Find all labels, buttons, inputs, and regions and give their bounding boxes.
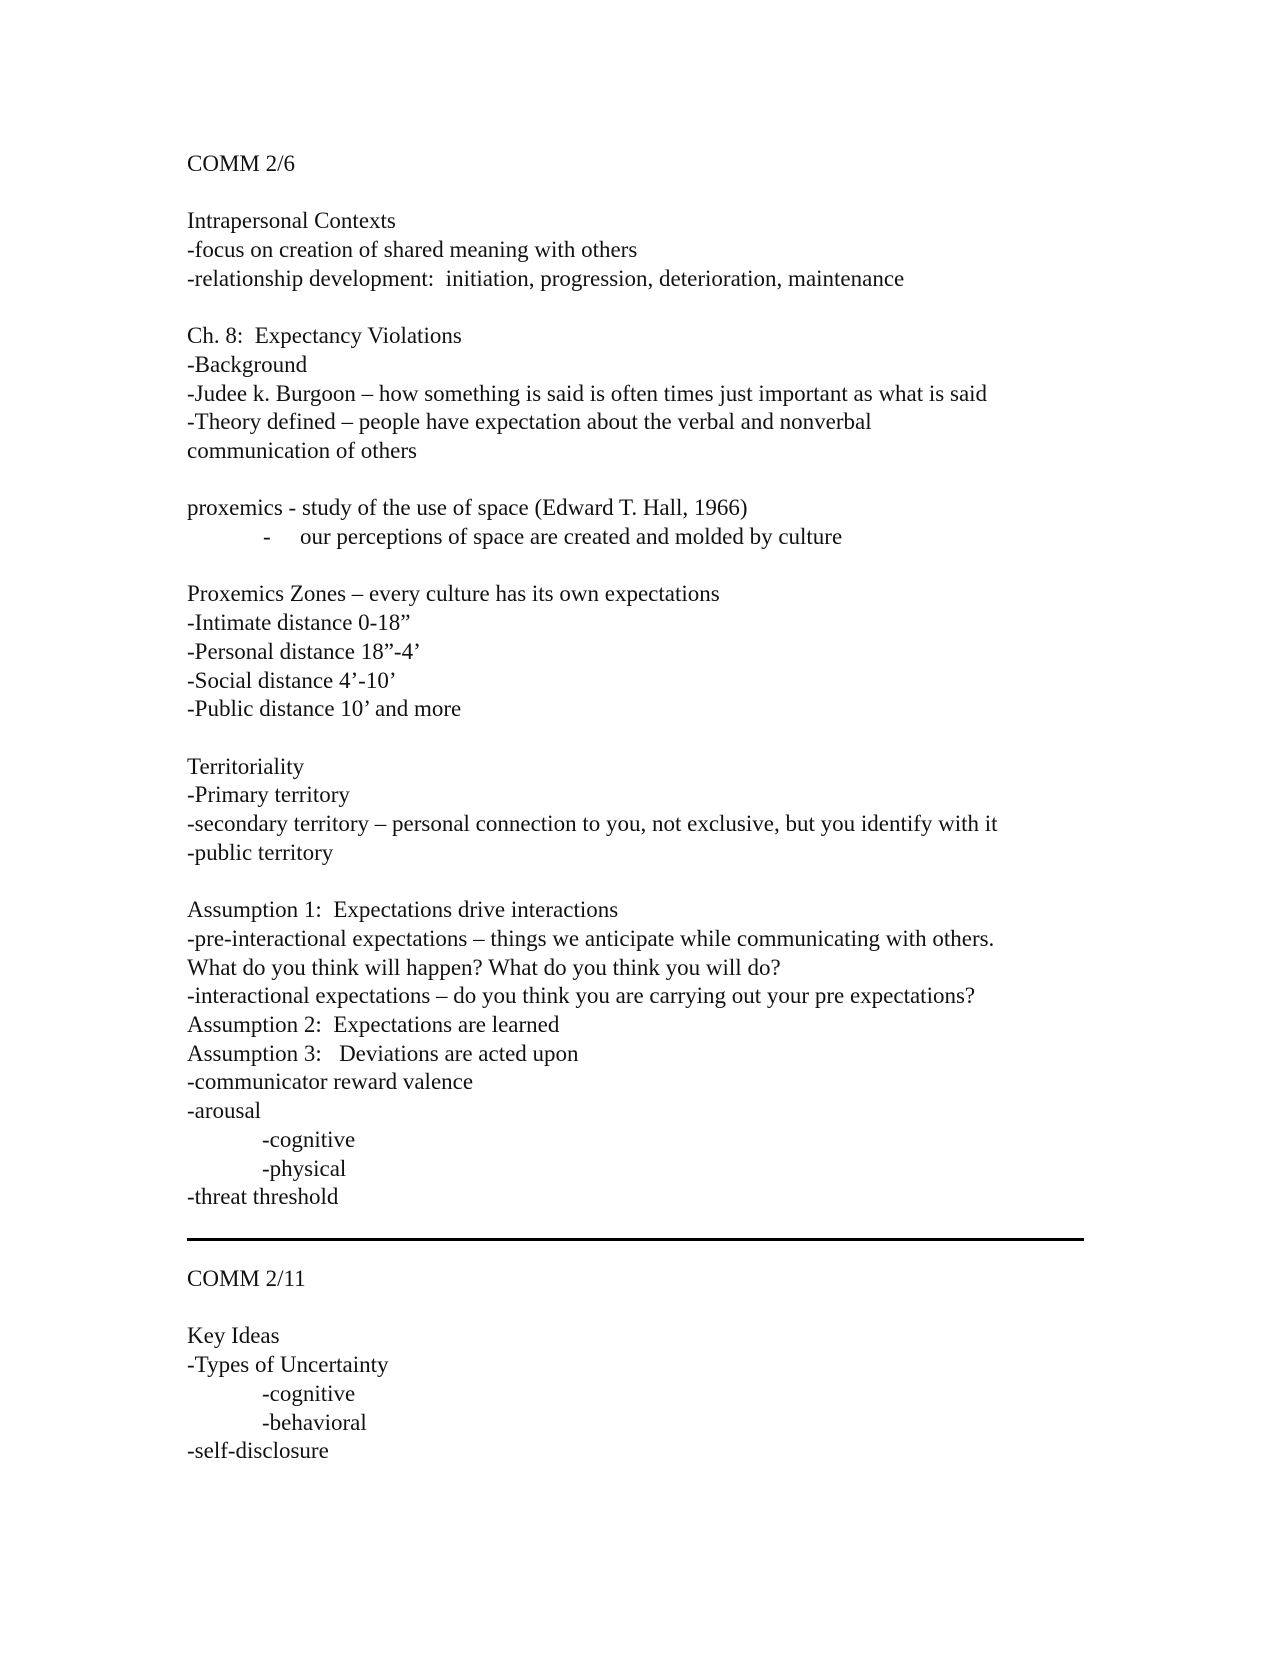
note-line: What do you think will happen? What do you think you will do? <box>187 954 781 980</box>
spacer <box>187 552 1087 581</box>
note-line: -pre-interactional expectations – things we anticipate while communicating with others. <box>187 925 995 951</box>
note-line: -Types of Uncertainty <box>187 1352 389 1378</box>
sub-note-line: -cognitive <box>262 1126 356 1152</box>
note-line: -relationship development: initiation, progression, deterioration, maintenance <box>187 265 905 291</box>
section-heading: COMM 2/11 <box>187 1266 306 1291</box>
note-line: -arousal <box>187 1098 262 1124</box>
section-divider <box>187 1238 1084 1241</box>
dash-bullet-icon: - <box>263 524 271 550</box>
note-line: -Background <box>187 351 308 377</box>
sub-note-line: -physical <box>262 1155 347 1181</box>
sub-note-line: -behavioral <box>262 1409 367 1435</box>
topic-title: Assumption 3: Deviations are acted upon <box>187 1040 579 1066</box>
section-heading: COMM 2/6 <box>187 151 295 176</box>
note-line: -Social distance 4’-10’ <box>187 667 397 693</box>
topic-title: Key Ideas <box>187 1323 280 1349</box>
spacer <box>187 1294 1087 1323</box>
spacer <box>187 868 1087 897</box>
note-line: -self-disclosure <box>187 1438 329 1464</box>
spacer <box>187 724 1087 753</box>
topic-title: Intrapersonal Contexts <box>187 208 396 234</box>
note-line: -public territory <box>187 839 334 865</box>
topic-title: Assumption 1: Expectations drive interactions <box>187 897 619 923</box>
note-line: -Intimate distance 0-18” <box>187 610 411 636</box>
topic-title: Assumption 2: Expectations are learned <box>187 1012 560 1037</box>
note-line: -focus on creation of shared meaning with others <box>187 237 638 263</box>
bullet-text: our perceptions of space are created and molded by culture <box>300 524 843 550</box>
spacer <box>187 466 1087 495</box>
spacer <box>187 294 1087 323</box>
notes-section-comm-2-11 <box>187 1265 1087 1466</box>
topic-title: Ch. 8: Expectancy Violations <box>187 323 462 349</box>
note-line: -threat threshold <box>187 1184 339 1210</box>
notes-section-comm-2-6 <box>187 150 1087 1212</box>
topic-title: Territoriality <box>187 753 305 779</box>
note-line: -Judee k. Burgoon – how something is said is often times just important as what is said <box>187 380 988 406</box>
note-line: -Public distance 10’ and more <box>187 696 462 722</box>
note-line: -secondary territory – personal connection to you, not exclusive, but you identify with it <box>187 811 998 837</box>
topic-title: Proxemics Zones – every culture has its own expectations <box>187 581 720 607</box>
note-line: -Primary territory <box>187 782 350 808</box>
note-line: -communicator reward valence <box>187 1069 474 1095</box>
spacer <box>187 179 1087 208</box>
note-line: communication of others <box>187 438 417 463</box>
topic-title: proxemics - study of the use of space (Edward T. Hall, 1966) <box>187 495 748 521</box>
bullet-line <box>187 523 1087 552</box>
note-line: -interactional expectations – do you think you are carrying out your pre expectations? <box>187 983 976 1009</box>
sub-note-line: -cognitive <box>262 1380 356 1406</box>
note-line: -Personal distance 18”-4’ <box>187 638 421 664</box>
note-line: -Theory defined – people have expectation about the verbal and nonverbal <box>187 409 872 435</box>
